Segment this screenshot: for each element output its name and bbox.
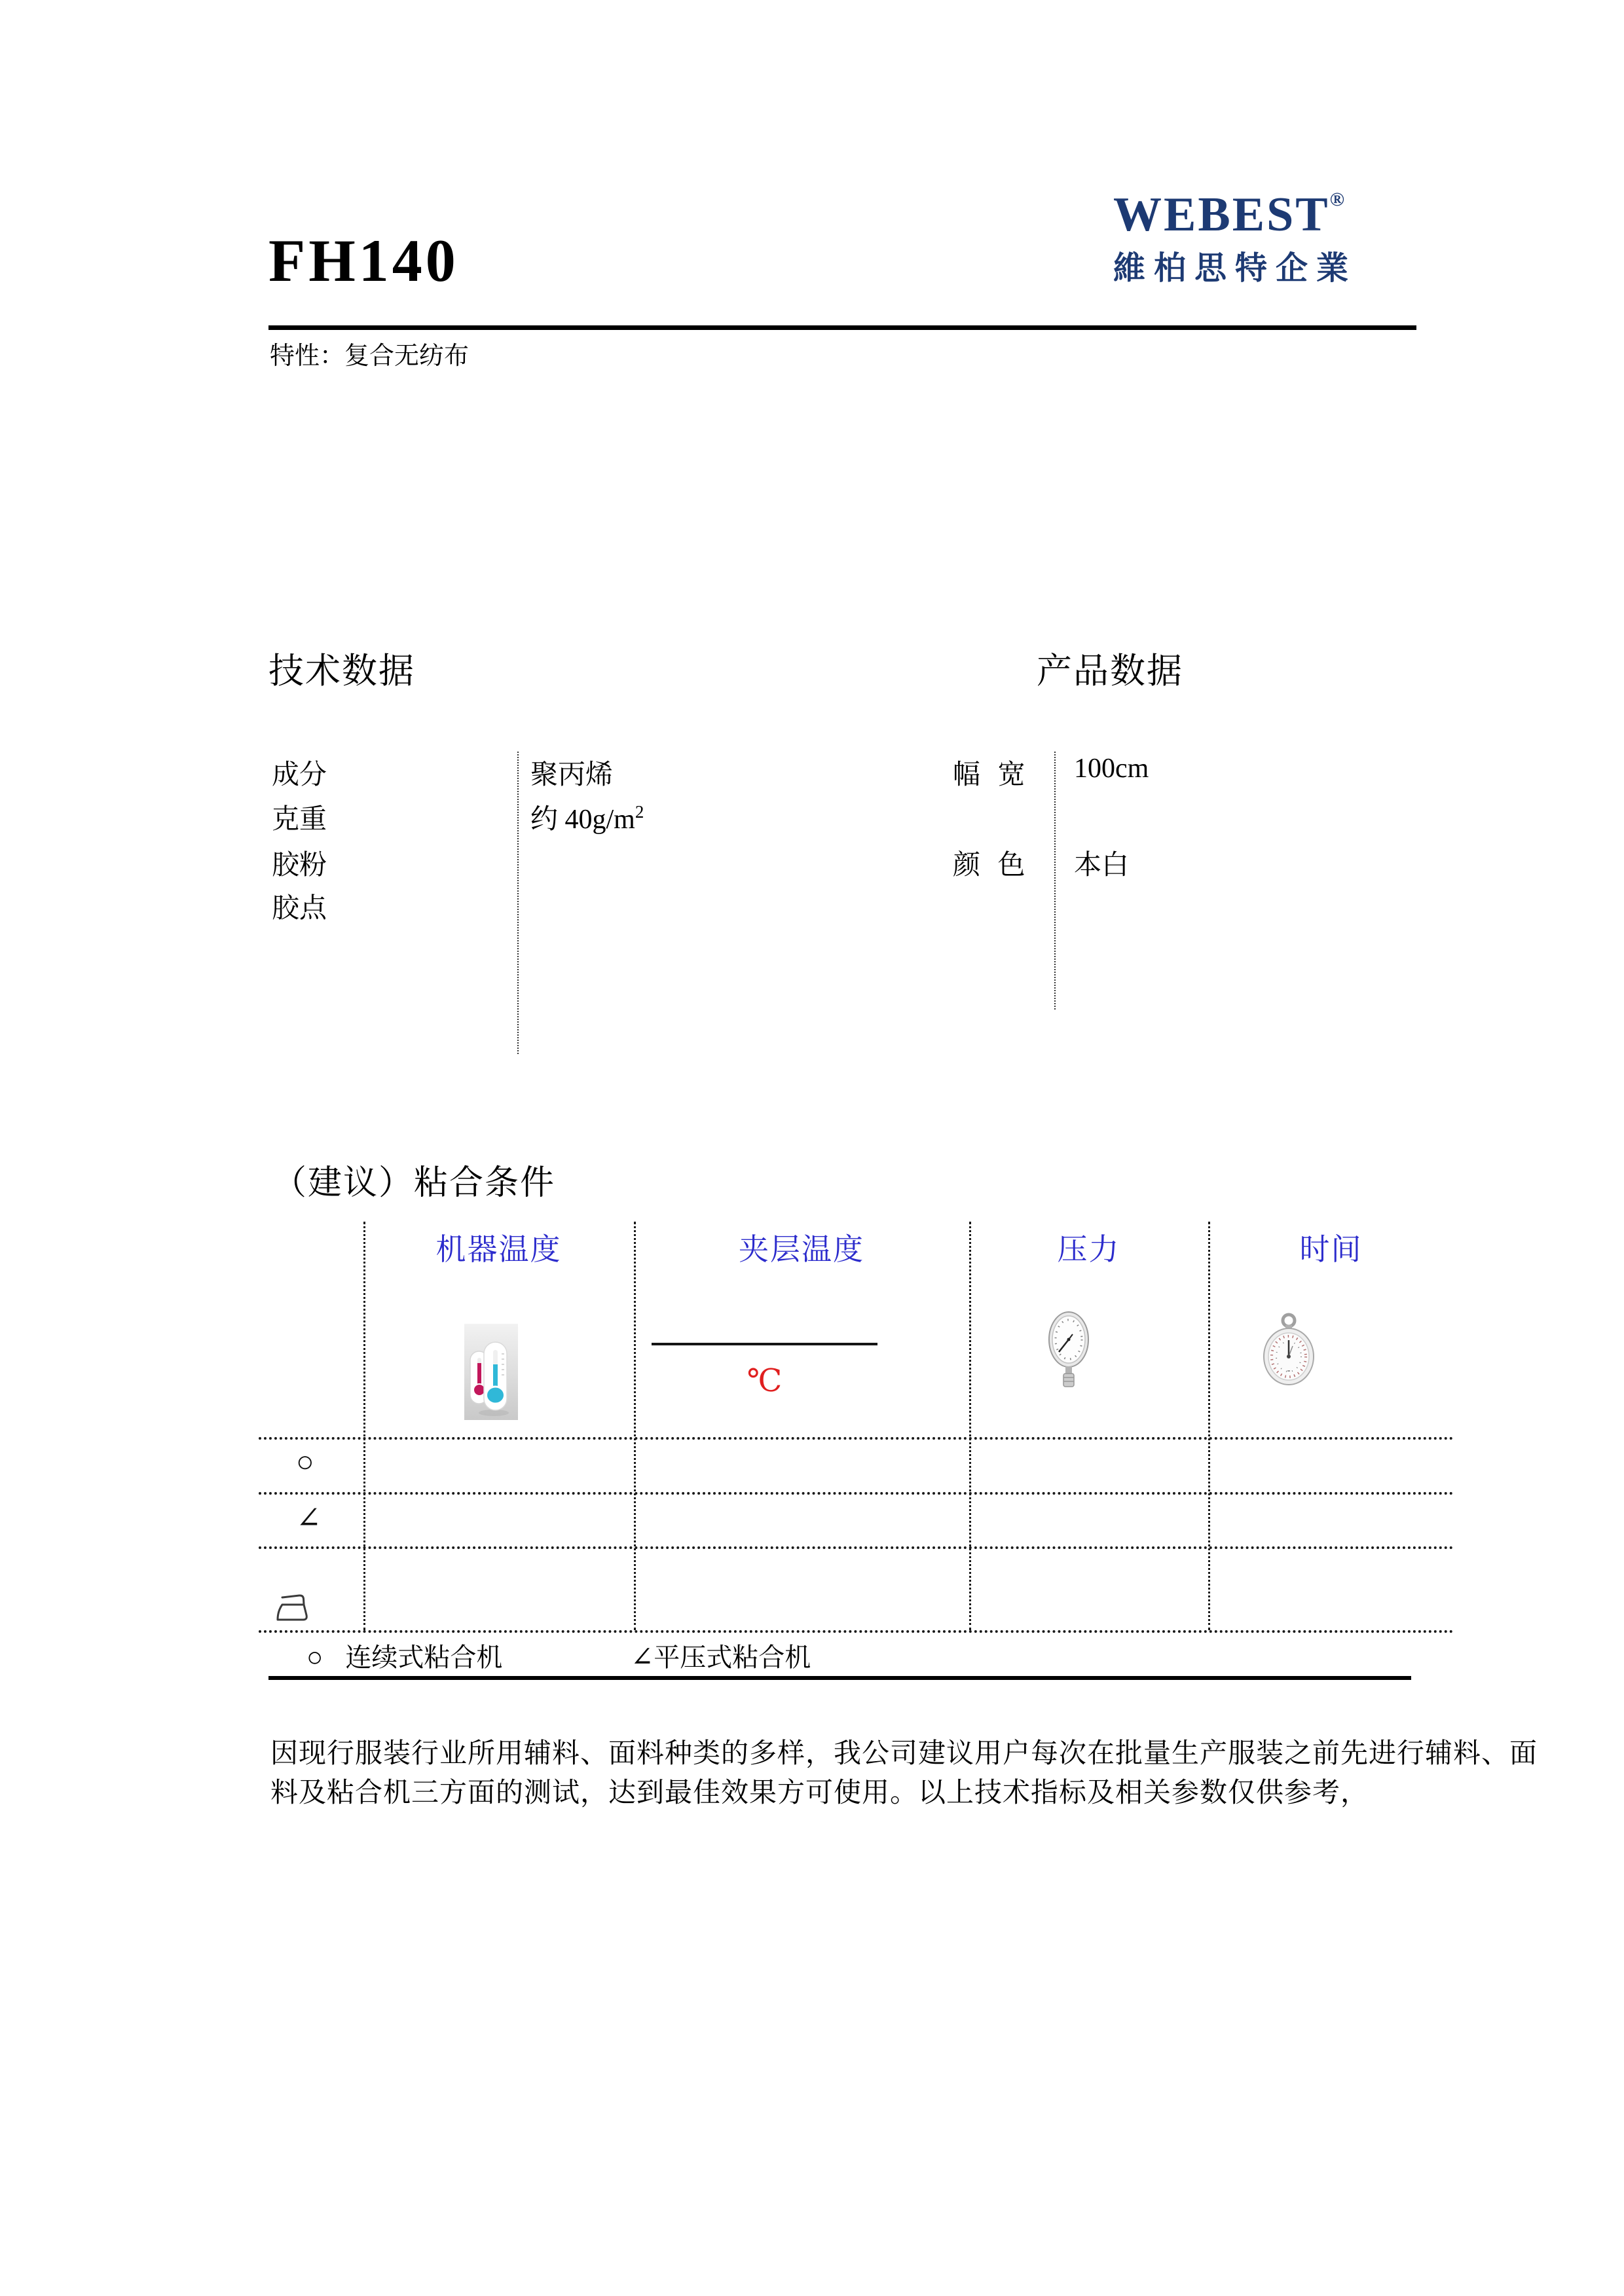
product-data-title: 产品数据 (1037, 651, 1183, 691)
product-value-width: 100cm (1074, 754, 1149, 784)
weight-superscript: 2 (635, 802, 644, 822)
tech-label-glue-dots: 胶点 (272, 894, 327, 924)
celsius-underline (652, 1343, 877, 1345)
brand-company-name: 維柏思特企業 (1113, 251, 1357, 286)
column-header-machine-temperature: 机器温度 (435, 1233, 562, 1266)
tech-divider-dotted-line (517, 752, 519, 1054)
tech-data-title: 技术数据 (268, 651, 415, 691)
table-row-divider-3 (259, 1546, 1454, 1549)
registered-trademark-symbol: ® (1329, 189, 1345, 210)
legend-circle-symbol: ○ (306, 1643, 323, 1673)
stopwatch-icon (1259, 1312, 1319, 1390)
product-value-color: 本白 (1074, 850, 1130, 881)
tech-label-glue-powder: 胶粉 (272, 850, 327, 881)
brand-logo (1113, 190, 1362, 289)
product-code-title: FH140 (268, 227, 459, 294)
product-label-color: 颜 色 (953, 850, 1025, 881)
column-header-pressure: 压力 (1057, 1233, 1120, 1266)
table-row-divider-4 (259, 1630, 1454, 1633)
celsius-unit: ℃ (747, 1364, 783, 1398)
table-row-divider-1 (259, 1437, 1454, 1440)
table-column-divider-3 (969, 1222, 971, 1630)
table-column-divider-4 (1208, 1222, 1210, 1630)
tech-value-composition: 聚丙烯 (530, 760, 614, 790)
footer-divider-rule (268, 1676, 1411, 1680)
product-divider-dotted-line (1054, 752, 1056, 1010)
table-column-divider-1 (363, 1222, 365, 1630)
brand-wordmark (1113, 188, 1362, 242)
feature-line: 特性：复合无纺布 (270, 342, 470, 370)
legend-angle-symbol: ∠ (631, 1643, 654, 1673)
interlayer-temperature-cell (652, 1343, 877, 1399)
weight-value-text: 约 40g/m (530, 805, 635, 835)
table-column-divider-2 (634, 1222, 636, 1630)
column-header-interlayer-temperature: 夹层温度 (739, 1233, 864, 1266)
table-row-divider-2 (259, 1492, 1454, 1495)
header-divider-rule (268, 325, 1416, 330)
legend-flat-press-machine (631, 1637, 811, 1674)
tech-value-weight (530, 797, 644, 837)
thermometer-icon (464, 1324, 518, 1420)
disclaimer-line-1: 因现行服装行业所用辅料、面料种类的多样，我公司建议用户每次在批量生产服装之前先进行辅料、面 (270, 1739, 1538, 1769)
tech-label-weight: 克重 (272, 805, 327, 835)
bonding-conditions-title: （建议）粘合条件 (272, 1165, 556, 1202)
column-header-time: 时间 (1299, 1233, 1363, 1266)
legend-flat-press-label: 平压式粘合机 (654, 1643, 811, 1672)
disclaimer-line-2: 料及粘合机三方面的测试，达到最佳效果方可使用。以上技术指标及相关参数仅供参考， (270, 1778, 1369, 1808)
legend-continuous-machine (306, 1637, 502, 1674)
product-label-width: 幅 宽 (953, 760, 1025, 790)
tech-label-composition: 成分 (272, 760, 327, 790)
brand-name-text: WEBEST (1113, 188, 1330, 242)
iron-icon (274, 1590, 314, 1627)
flat-press-machine-symbol: ∠ (296, 1501, 322, 1535)
continuous-machine-symbol: ○ (296, 1445, 314, 1478)
legend-continuous-label: 连续式粘合机 (345, 1643, 503, 1672)
pressure-gauge-icon (1048, 1311, 1090, 1393)
